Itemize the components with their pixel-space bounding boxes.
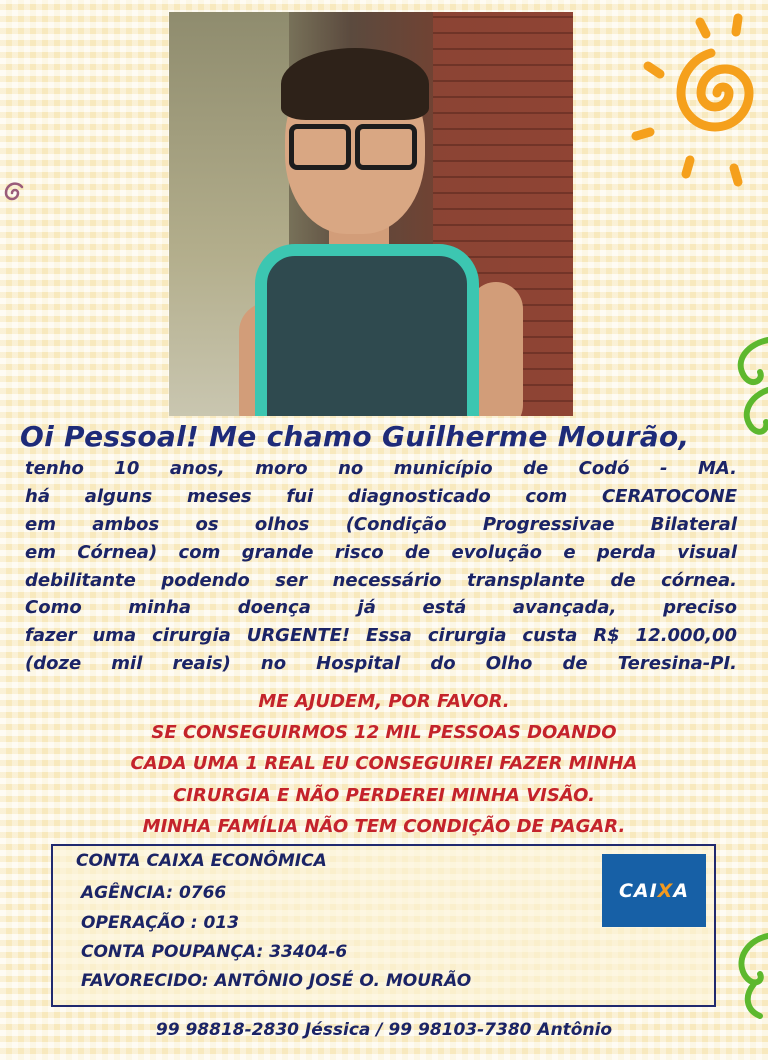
headline: Oi Pessoal! Me chamo Guilherme Mourão, bbox=[20, 420, 690, 453]
plea-line: ME AJUDEM, POR FAVOR. bbox=[258, 691, 510, 712]
beneficiary: FAVORECIDO: ANTÔNIO JOSÉ O. MOURÃO bbox=[81, 971, 472, 991]
story-line: em Córnea) com grande risco de evolução e perda visual bbox=[25, 542, 737, 563]
caixa-logo-text: CAIXA bbox=[618, 879, 690, 902]
vine-icon bbox=[730, 930, 768, 1020]
boy-photo bbox=[169, 12, 573, 416]
operation: OPERAÇÃO : 013 bbox=[81, 913, 239, 933]
story-line: em ambos os olhos (Condição Progressivae Bilateral bbox=[25, 514, 737, 535]
caixa-logo bbox=[602, 854, 706, 927]
story-line: há alguns meses fui diagnosticado com CERATOCONE bbox=[25, 486, 737, 507]
plea-line: CADA UMA 1 REAL EU CONSEGUIREI FAZER MINHA bbox=[130, 753, 638, 774]
story-line: Como minha doença já está avançada, preciso bbox=[25, 597, 737, 618]
story-line: fazer uma cirurgia URGENTE! Essa cirurgia custa R$ 12.000,00 bbox=[25, 625, 737, 646]
agency: AGÊNCIA: 0766 bbox=[81, 883, 227, 903]
story-line: (doze mil reais) no Hospital do Olho de Teresina-PI. bbox=[25, 653, 737, 674]
plea-line: CIRURGIA E NÃO PERDEREI MINHA VISÃO. bbox=[173, 785, 595, 806]
swirl-icon bbox=[0, 178, 30, 208]
bank-name: CONTA CAIXA ECONÔMICA bbox=[76, 851, 327, 871]
story-line: debilitante podendo ser necessário transplante de córnea. bbox=[25, 570, 737, 591]
plea-line: SE CONSEGUIRMOS 12 MIL PESSOAS DOANDO bbox=[151, 722, 617, 743]
plea-line: MINHA FAMÍLIA NÃO TEM CONDIÇÃO DE PAGAR. bbox=[142, 816, 626, 837]
savings-account: CONTA POUPANÇA: 33404-6 bbox=[81, 942, 348, 962]
sun-icon bbox=[628, 8, 768, 188]
story-line: tenho 10 anos, moro no município de Codó - MA. bbox=[25, 458, 737, 479]
contact-phones: 99 98818-2830 Jéssica / 99 98103-7380 Antônio bbox=[155, 1020, 613, 1040]
